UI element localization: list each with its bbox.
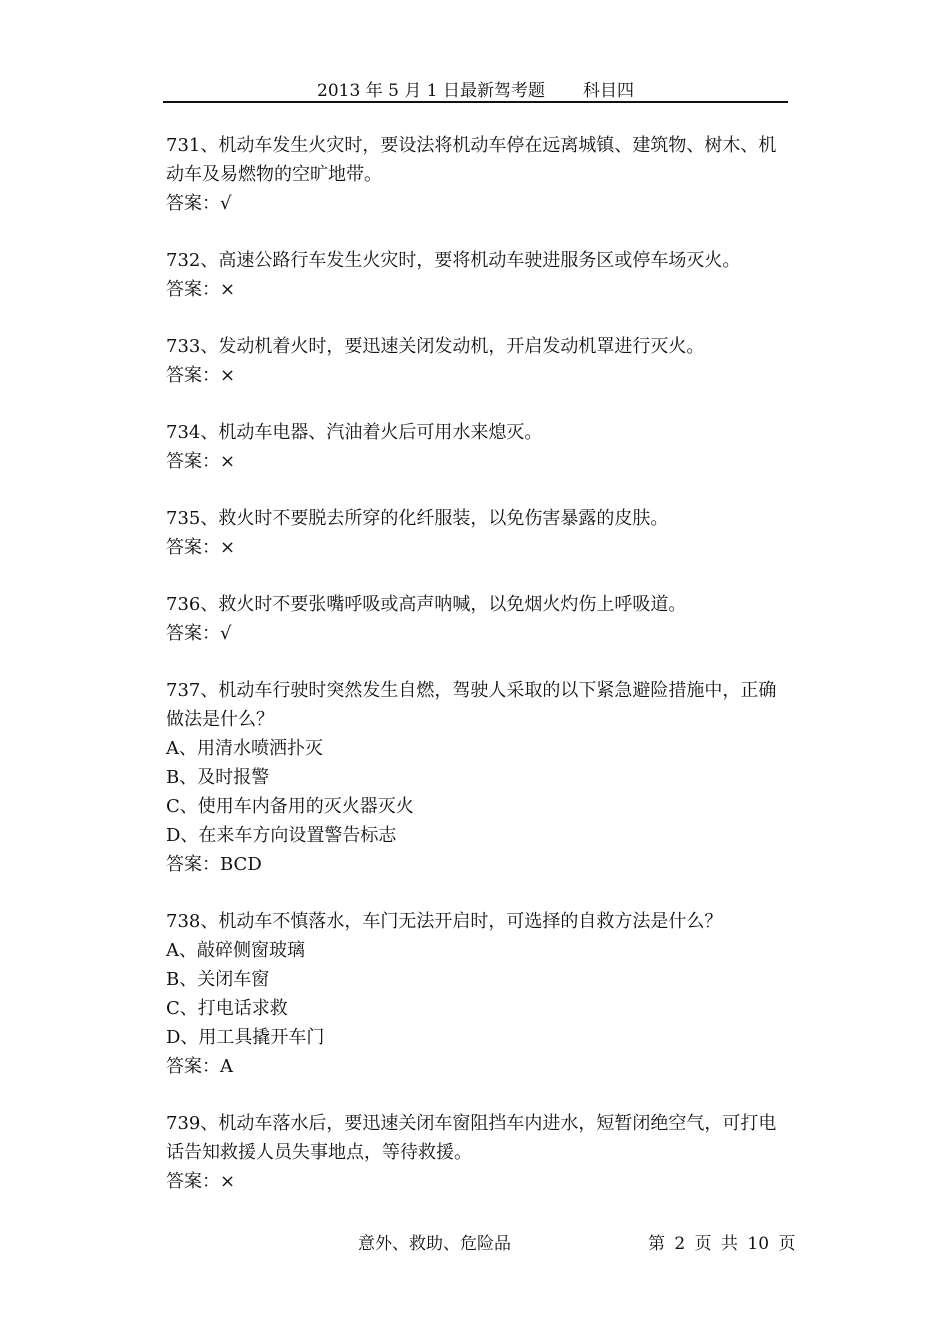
page-header [163,80,788,102]
option-d: D、在来车方向设置警告标志 [166,825,397,846]
question-text: 733、发动机着火时，要迅速关闭发动机，开启发动机罩进行灭火。 [166,336,705,357]
answer: 答案：× [166,451,236,472]
question-text: 736、救火时不要张嘴呼吸或高声呐喊，以免烟火灼伤上呼吸道。 [166,594,687,615]
question-list [166,131,788,1224]
question-738 [166,907,788,1081]
option-a: A、敲碎侧窗玻璃 [166,940,305,961]
question-735 [166,504,788,562]
option-d: D、用工具撬开车门 [166,1027,325,1048]
header-subject: 科目四 [582,81,634,101]
footer-section: 意外、救助、危险品 [358,1234,511,1254]
option-c: C、使用车内备用的灭火器灭火 [166,796,414,817]
question-732 [166,246,788,304]
question-731 [166,131,788,218]
option-a: A、用清水喷洒扑灭 [166,738,323,759]
question-733 [166,332,788,390]
question-737 [166,676,788,879]
header-title: 2013 年 5 月 1 日最新驾考题 [317,81,545,101]
question-734 [166,418,788,476]
question-text: 732、高速公路行车发生火灾时，要将机动车驶进服务区或停车场灭火。 [166,250,741,271]
answer: 答案：√ [166,193,232,214]
option-c: C、打电话求救 [166,998,288,1019]
question-736 [166,590,788,648]
answer: 答案：× [166,279,236,300]
answer: 答案：√ [166,623,232,644]
answer: 答案：BCD [166,854,262,875]
option-b: B、及时报警 [166,767,270,788]
option-b: B、关闭车窗 [166,969,270,990]
page-number: 第 2 页 共 10 页 [648,1234,796,1254]
answer: 答案：A [166,1056,233,1077]
question-text: 739、机动车落水后，要迅速关闭车窗阻挡车内进水，短暂闭绝空气，可打电话告知救援人员失事地点，等待救援。 [166,1113,777,1163]
question-text: 734、机动车电器、汽油着火后可用水来熄灭。 [166,422,543,443]
answer: 答案：× [166,537,236,558]
question-text: 737、机动车行驶时突然发生自燃，驾驶人采取的以下紧急避险措施中，正确做法是什么？ [166,680,777,730]
answer: 答案：× [166,365,236,386]
header-divider [163,101,788,103]
question-text: 735、救火时不要脱去所穿的化纤服装，以免伤害暴露的皮肤。 [166,508,669,529]
question-739 [166,1109,788,1196]
question-text: 731、机动车发生火灾时，要设法将机动车停在远离城镇、建筑物、树木、机动车及易燃物的空旷地带。 [166,135,777,185]
question-text: 738、机动车不慎落水，车门无法开启时，可选择的自救方法是什么？ [166,911,723,932]
answer: 答案：× [166,1171,236,1192]
